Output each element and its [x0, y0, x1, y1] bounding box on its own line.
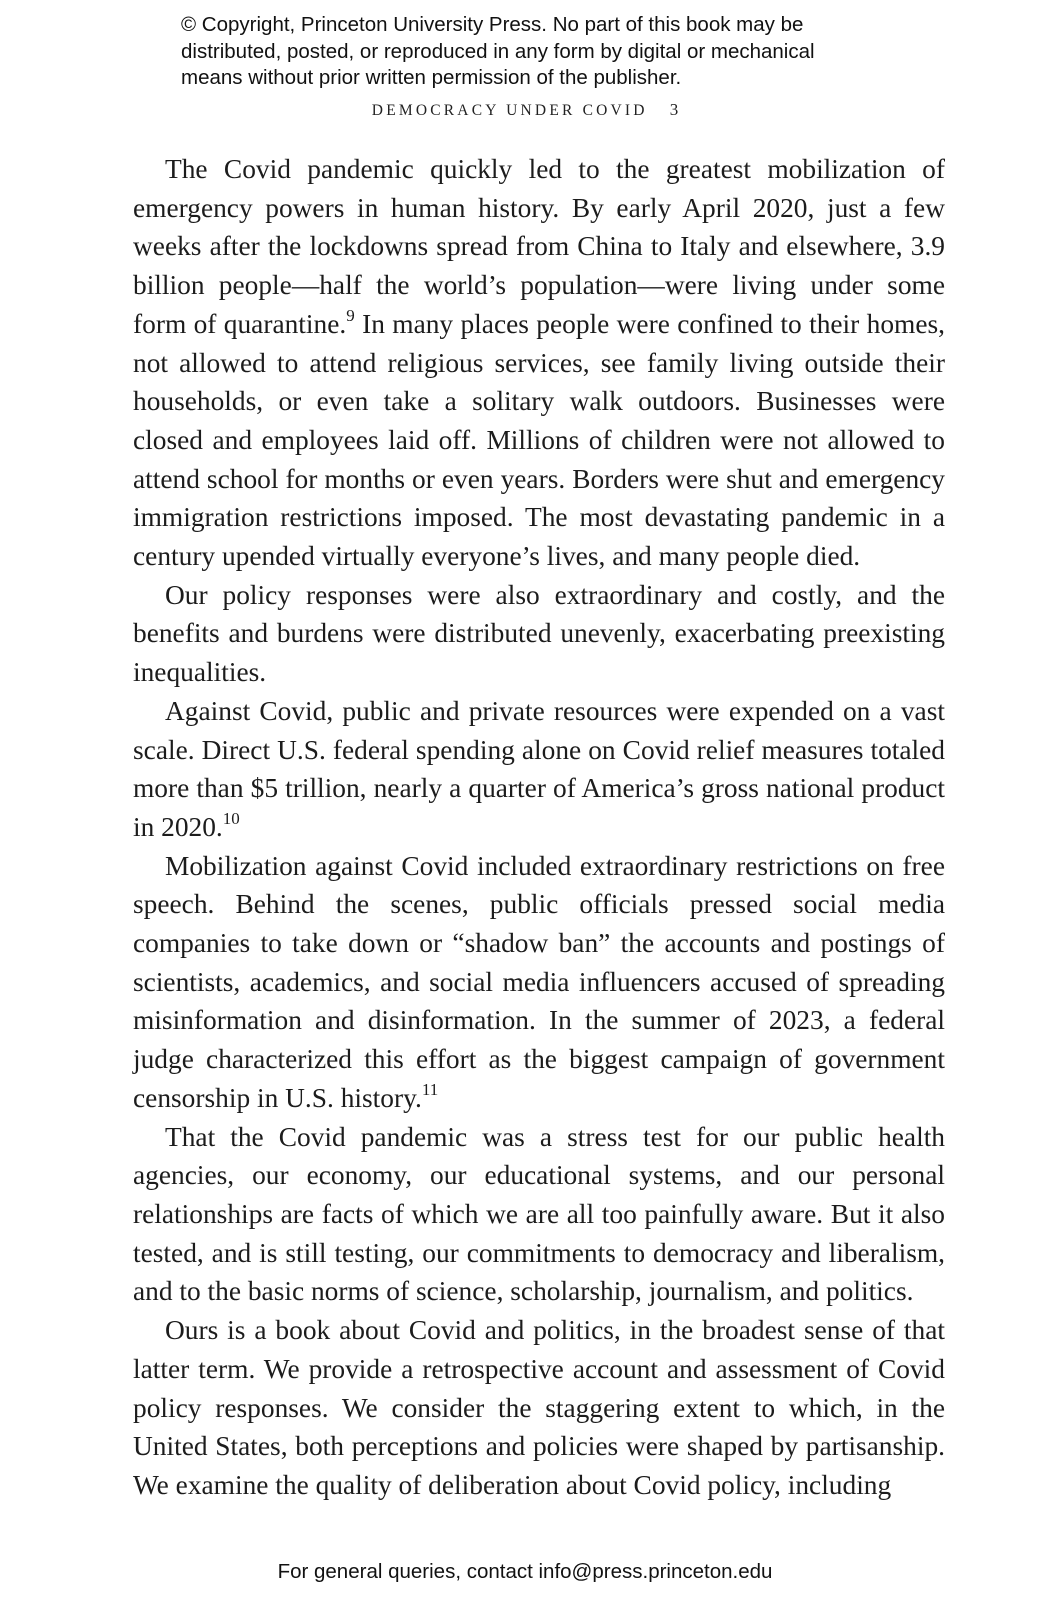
- paragraph-text: The Covid pandemic quickly led to the greatest mobilization of emergency powers in human history. By early April 2020, just a few weeks after the lockdowns spread from China to Italy and elsewhere, 3.9 billion people—half the world’s population—were living under some form of quarantine.: [133, 154, 945, 339]
- footnote-marker: 11: [421, 1079, 439, 1099]
- body-text: [133, 150, 945, 1505]
- page-number: 3: [669, 100, 679, 119]
- paragraph-text: That the Covid pandemic was a stress test for our public health agencies, our economy, our educational systems, and our personal relationships are facts of which we are all too painfully aware. But it also tested, and is still testing, our commitments to democracy and liberalism, and to the basic norms of science, scholarship, journalism, and politics.: [133, 1121, 945, 1307]
- copyright-line: means without prior written permission of the publisher.: [181, 66, 682, 89]
- paragraph: [133, 1311, 945, 1505]
- paragraph-text: Our policy responses were also extraordinary and costly, and the benefits and burdens were distributed unevenly, exacerbating preexisting inequalities.: [133, 579, 945, 688]
- footer-contact: For general queries, contact info@press.princeton.edu: [277, 1560, 773, 1583]
- paragraph: [133, 576, 945, 692]
- footnote-marker: 10: [222, 809, 240, 829]
- paragraph-text: In many places people were confined to their homes, not allowed to attend religious services, see family living outside their households, or even take a solitary walk outdoors. Businesses were closed and employees laid off. Millions of children were not allowed to attend school for months or even years. Borders were shut and emergency immigration restrictions imposed. The most devastating pandemic in a century upended virtually everyone’s lives, and many people died.: [133, 308, 945, 572]
- paragraph-text: Ours is a book about Covid and politics, in the broadest sense of that latter term. We provide a retrospective account and assessment of Covid policy responses. We consider the staggering extent to which, in the United States, both perceptions and policies were shaped by partisanship. We examine the quality of deliberation about Covid policy, including: [133, 1315, 945, 1500]
- paragraph: [133, 150, 945, 576]
- footnote-marker: 9: [346, 305, 355, 325]
- running-head-title: DEMOCRACY UNDER COVID: [371, 102, 648, 119]
- running-head: [0, 100, 1050, 120]
- paragraph-text: Against Covid, public and private resources were expended on a vast scale. Direct U.S. federal spending alone on Covid relief measures totaled more than $5 trillion, nearly a quarter of America’s gross national product in 2020.: [133, 695, 945, 842]
- copyright-notice: [181, 12, 901, 92]
- paragraph: [133, 692, 945, 847]
- paragraph-text: Mobilization against Covid included extraordinary restrictions on free speech. Behind the scenes, public officials pressed social media companies to take down or “shadow ban” the accounts and postings of scientists, academics, and social media influencers accused of spreading misinformation and disinformation. In the summer of 2023, a federal judge characterized this effort as the biggest campaign of government censorship in U.S. history.: [133, 850, 945, 1113]
- paragraph: [133, 847, 945, 1118]
- paragraph: [133, 1118, 945, 1312]
- copyright-line: distributed, posted, or reproduced in any form by digital or mechanical: [181, 39, 815, 63]
- copyright-line: © Copyright, Princeton University Press. No part of this book may be: [181, 13, 804, 36]
